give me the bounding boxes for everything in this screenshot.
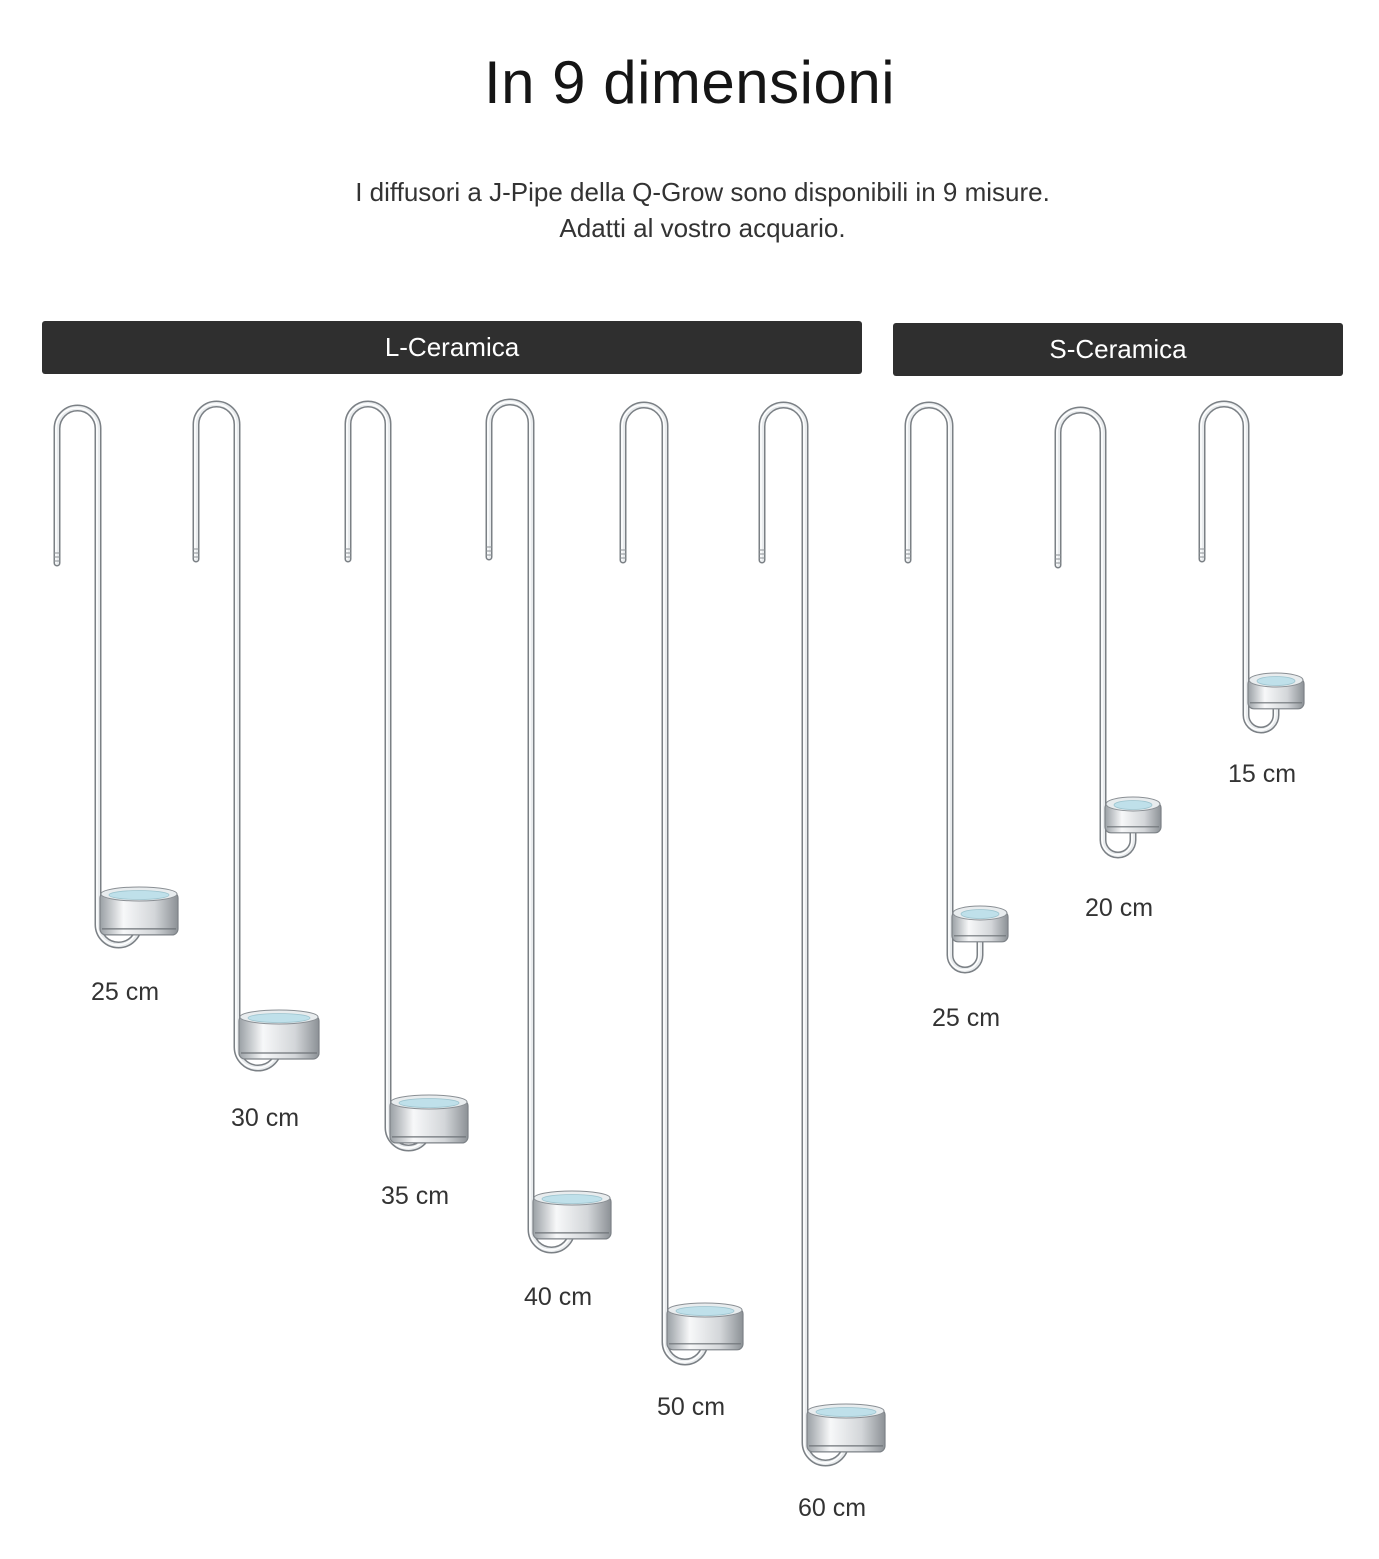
size-label: 25 cm [931,1004,1001,1032]
size-label: 25 cm [90,978,160,1006]
j-pipe-diffuser [759,405,885,1463]
j-pipe-diffuser [1055,410,1161,855]
j-pipe-diffuser [54,408,178,945]
size-label: 20 cm [1084,894,1154,922]
j-pipe-diffuser [486,402,611,1250]
ceramic-disc [667,1303,743,1350]
ceramic-disc [100,887,178,935]
j-pipe-diffuser [193,404,319,1068]
ceramic-disc [239,1010,319,1059]
ceramic-disc [1105,797,1161,833]
j-pipe-diffuser [1199,404,1304,730]
j-pipe-diffuser [345,404,468,1148]
ceramic-disc [1248,673,1304,709]
page-title: In 9 dimensioni [483,49,896,116]
j-pipe-diffuser [905,405,1008,970]
group-label-s-ceramica: S-Ceramica [1049,334,1187,364]
subtitle-line-1: I diffusori a J-Pipe della Q-Grow sono disponibili in 9 misure. [355,177,1050,207]
ceramic-disc [807,1404,885,1452]
size-label: 40 cm [523,1283,593,1311]
j-pipe-diffuser [620,405,743,1362]
size-label: 50 cm [656,1393,726,1421]
size-label: 30 cm [230,1104,300,1132]
subtitle-line-2: Adatti al vostro acquario. [559,213,846,243]
ceramic-disc [533,1191,611,1239]
size-label: 15 cm [1227,760,1297,788]
ceramic-disc [952,906,1008,942]
group-label-l-ceramica: L-Ceramica [384,332,520,362]
ceramic-disc [390,1095,468,1143]
size-label: 60 cm [797,1494,867,1522]
size-label: 35 cm [380,1182,450,1210]
